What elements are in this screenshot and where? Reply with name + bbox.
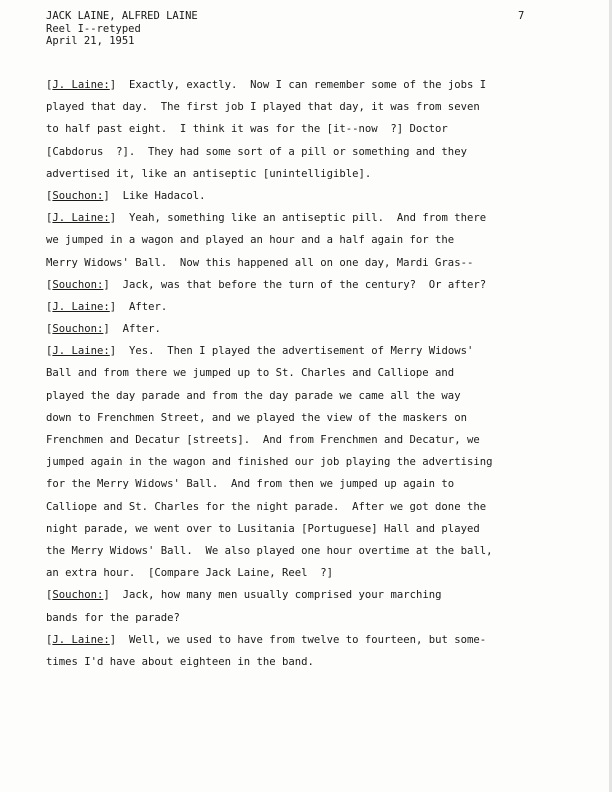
- transcript-paragraph: [46, 207, 570, 274]
- transcript-line: [46, 407, 570, 429]
- document-header: [46, 10, 198, 48]
- transcript-paragraph: [46, 318, 570, 340]
- line-text: Jack, was that before the turn of the century? Or after?: [109, 278, 487, 291]
- header-names: JACK LAINE, ALFRED LAINE: [46, 10, 198, 22]
- transcript-paragraph: [46, 584, 570, 628]
- line-text: for the Merry Widows' Ball. And from then we jumped up again to: [46, 478, 455, 491]
- transcript-paragraph: [46, 74, 570, 185]
- speaker-bracket-open: [: [46, 278, 53, 291]
- speaker-bracket-open: [: [46, 633, 53, 646]
- transcript-line: [46, 651, 570, 673]
- speaker-bracket-close: ]: [103, 278, 110, 291]
- transcript-line: [46, 429, 570, 451]
- speaker-bracket-close: ]: [103, 589, 110, 602]
- transcript-line: [46, 296, 570, 318]
- line-text: Exactly, exactly. Now I can remember some of the jobs I: [116, 79, 487, 91]
- speaker-name: J. Laine:: [52, 79, 110, 91]
- line-text: the Merry Widows' Ball. We also played one hour overtime at the ball,: [46, 544, 493, 557]
- transcript-paragraph: [46, 185, 570, 207]
- speaker-name: Souchon:: [52, 278, 104, 291]
- transcript-line: [46, 74, 570, 96]
- line-text: to half past eight. I think it was for the [it--now ?] Doctor: [46, 123, 448, 136]
- header-reel: Reel I--retyped: [46, 22, 141, 35]
- line-text: an extra hour. [Compare Jack Laine, Reel ?]: [46, 567, 334, 580]
- line-text: advertised it, like an antiseptic [unintelligible].: [46, 167, 372, 180]
- speaker-bracket-open: [: [46, 212, 53, 225]
- speaker-bracket-close: ]: [103, 189, 110, 202]
- transcript-line: [46, 496, 570, 518]
- line-text: bands for the parade?: [46, 611, 180, 624]
- speaker-bracket-close: ]: [109, 212, 117, 225]
- speaker-name: J. Laine:: [52, 212, 110, 225]
- line-text: Ball and from there we jumped up to St. Charles and Calliope and: [46, 367, 455, 380]
- transcript-line: [46, 362, 570, 384]
- transcript-line: [46, 185, 570, 207]
- line-text: Merry Widows' Ball. Now this happened all on one day, Mardi Gras--: [46, 256, 474, 269]
- transcript-line: [46, 607, 570, 629]
- speaker-bracket-open: [: [46, 345, 53, 358]
- line-text: down to Frenchmen Street, and we played the view of the maskers on: [46, 411, 467, 424]
- transcript-line: [46, 340, 570, 362]
- transcript-line: [46, 118, 570, 140]
- speaker-name: J. Laine:: [52, 345, 110, 358]
- line-text: Like Hadacol.: [109, 189, 206, 202]
- transcript-line: [46, 584, 570, 606]
- speaker-bracket-open: [: [46, 300, 53, 313]
- transcript-paragraph: [46, 296, 570, 318]
- speaker-bracket-close: ]: [103, 323, 110, 336]
- header-date: April 21, 1951: [46, 35, 135, 47]
- transcript-paragraph: [46, 340, 570, 584]
- line-text: played the day parade and from the day parade we came all the way: [46, 389, 461, 402]
- speaker-name: Souchon:: [52, 589, 104, 602]
- transcript-line: [46, 141, 570, 163]
- transcript-line: [46, 385, 570, 407]
- transcript-paragraph: [46, 274, 570, 296]
- line-text: night parade, we went over to Lusitania [Portuguese] Hall and played: [46, 522, 480, 535]
- line-text: times I'd have about eighteen in the band.: [46, 655, 314, 668]
- line-text: Yeah, something like an antiseptic pill. And from there: [116, 212, 487, 225]
- transcript-line: [46, 518, 570, 540]
- line-text: After.: [116, 300, 168, 313]
- line-text: Jack, how many men usually comprised your marching: [109, 589, 442, 602]
- transcript-line: [46, 562, 570, 584]
- speaker-name: J. Laine:: [52, 300, 110, 313]
- line-text: jumped again in the wagon and finished our job playing the advertising: [46, 456, 493, 469]
- speaker-bracket-close: ]: [109, 345, 117, 358]
- transcript-body: [46, 74, 570, 673]
- speaker-bracket-open: [: [46, 79, 53, 91]
- transcript-line: [46, 318, 570, 340]
- speaker-name: Souchon:: [52, 323, 104, 336]
- speaker-name: Souchon:: [52, 189, 104, 202]
- line-text: Well, we used to have from twelve to fourteen, but some-: [116, 633, 487, 646]
- transcript-line: [46, 229, 570, 251]
- transcript-line: [46, 540, 570, 562]
- transcript-line: [46, 451, 570, 473]
- transcript-line: [46, 629, 570, 651]
- transcript-paragraph: [46, 629, 570, 673]
- line-text: played that day. The first job I played that day, it was from seven: [46, 101, 480, 114]
- transcript-line: [46, 96, 570, 118]
- line-text: [Cabdorus ?]. They had some sort of a pill or something and they: [46, 145, 467, 158]
- line-text: Yes. Then I played the advertisement of Merry Widows': [116, 345, 474, 358]
- line-text: After.: [109, 323, 161, 336]
- line-text: Calliope and St. Charles for the night parade. After we got done the: [46, 500, 487, 513]
- page-number: 7: [518, 10, 525, 22]
- transcript-line: [46, 274, 570, 296]
- transcript-line: [46, 163, 570, 185]
- line-text: we jumped in a wagon and played an hour and a half again for the: [46, 234, 455, 247]
- transcript-line: [46, 252, 570, 274]
- speaker-bracket-open: [: [46, 589, 53, 602]
- speaker-bracket-close: ]: [109, 633, 117, 646]
- speaker-bracket-close: ]: [109, 300, 117, 313]
- transcript-line: [46, 473, 570, 495]
- speaker-bracket-open: [: [46, 189, 53, 202]
- transcript-line: [46, 207, 570, 229]
- line-text: Frenchmen and Decatur [streets]. And from Frenchmen and Decatur, we: [46, 434, 480, 446]
- speaker-bracket-open: [: [46, 323, 53, 336]
- speaker-name: J. Laine:: [52, 633, 110, 646]
- speaker-bracket-close: ]: [109, 79, 117, 91]
